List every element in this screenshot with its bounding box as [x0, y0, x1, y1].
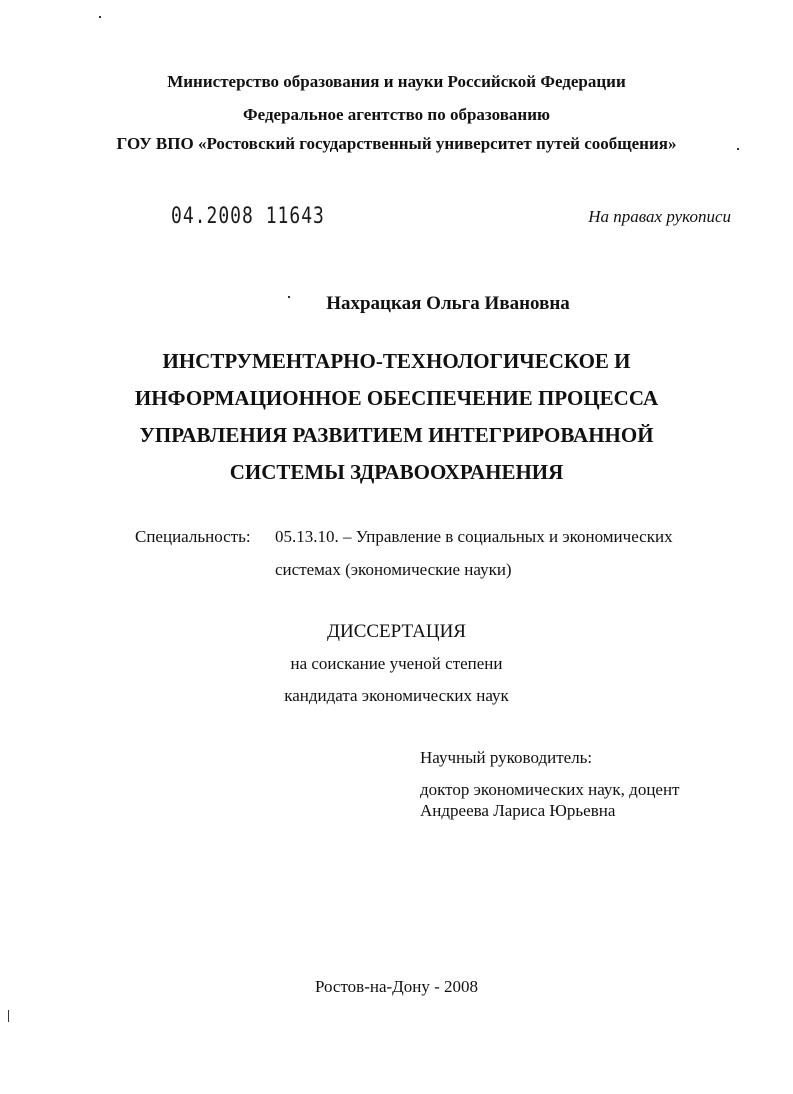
- rights-note: На правах рукописи: [588, 207, 731, 226]
- place-year: Ростов-на-Дону - 2008: [314, 977, 479, 996]
- ministry-name: Министерство образования и науки Российской Федерации: [167, 72, 626, 91]
- advisor-name: Андреева Лариса Юрьевна: [420, 801, 616, 820]
- scan-speck: [8, 1010, 9, 1022]
- agency-name: Федеральное агентство по образованию: [243, 105, 550, 124]
- advisor-label: Научный руководитель:: [420, 748, 593, 767]
- specialty-code-line: 05.13.10. – Управление в социальных и экономических: [275, 527, 673, 546]
- university-name: ГОУ ВПО «Ростовский государственный университет путей сообщения»: [116, 134, 677, 153]
- specialty-label: Специальность:: [135, 527, 251, 546]
- thesis-title-line: СИСТЕМЫ ЗДРАВООХРАНЕНИЯ: [229, 460, 564, 484]
- dissertation-heading: ДИССЕРТАЦИЯ: [327, 621, 466, 642]
- thesis-title-line: ИНСТРУМЕНТАРНО-ТЕХНОЛОГИЧЕСКОЕ И: [162, 349, 631, 373]
- degree-line: на соискание ученой степени: [290, 654, 503, 673]
- library-stamp-number: 04.2008 11643: [171, 203, 325, 230]
- author-name: Нахрацкая Ольга Ивановна: [326, 293, 570, 314]
- thesis-title-line: УПРАВЛЕНИЯ РАЗВИТИЕМ ИНТЕГРИРОВАННОЙ: [139, 423, 654, 447]
- thesis-title-line: ИНФОРМАЦИОННОЕ ОБЕСПЕЧЕНИЕ ПРОЦЕССА: [134, 386, 659, 410]
- advisor-degree: доктор экономических наук, доцент: [420, 780, 680, 799]
- scan-speck: [99, 16, 101, 18]
- degree-name: кандидата экономических наук: [284, 686, 509, 705]
- specialty-continuation: системах (экономические науки): [275, 560, 512, 579]
